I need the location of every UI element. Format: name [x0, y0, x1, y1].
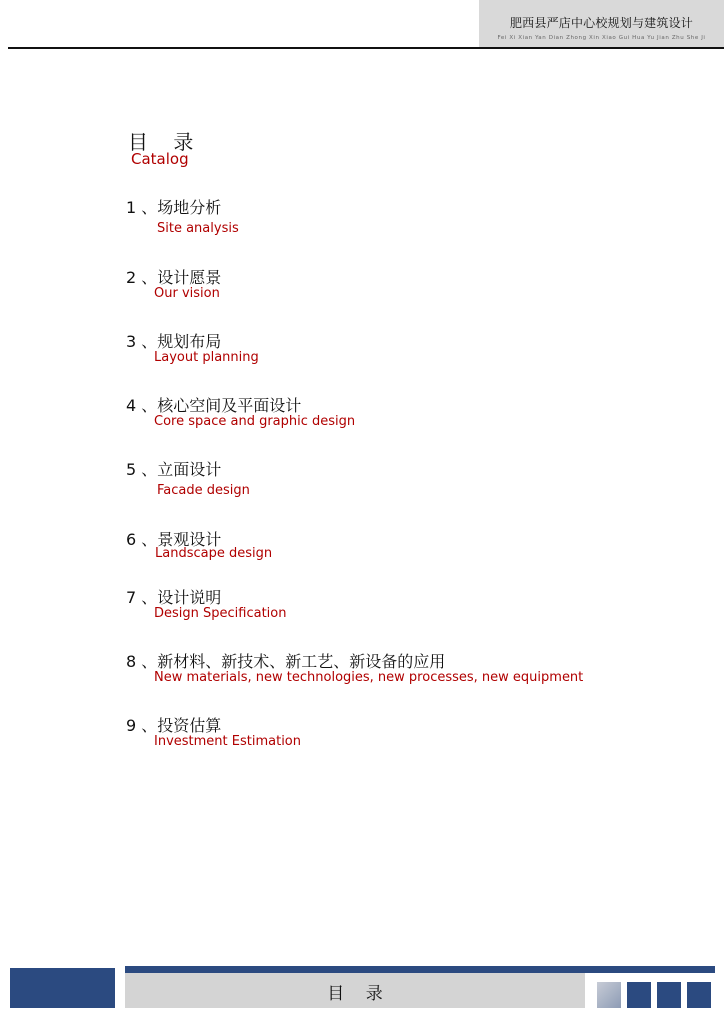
toc-item — [126, 457, 250, 498]
toc-item-zh: 7 、设计说明 — [126, 588, 222, 607]
footer-square-3 — [657, 982, 681, 1008]
document-subtitle-pinyin: Fei Xi Xian Yan Dian Zhong Xin Xiao Gui Hua Yu Jian Zhu She Ji — [497, 35, 706, 41]
toc-item — [126, 265, 222, 301]
footer-title-bar — [125, 973, 585, 1008]
toc-item — [126, 329, 259, 365]
toc-item-en: Layout planning — [154, 350, 259, 365]
catalog-title: 目 录 — [128, 130, 194, 154]
toc-item-en: Our vision — [154, 286, 220, 301]
toc-item-zh: 4 、核心空间及平面设计 — [126, 396, 302, 415]
toc-item — [126, 585, 287, 621]
footer-top-bar — [125, 966, 715, 973]
toc-item — [126, 649, 584, 685]
toc-item-zh: 8 、新材料、新技术、新工艺、新设备的应用 — [126, 652, 446, 671]
toc-item-en: Landscape design — [155, 546, 273, 561]
header-divider — [8, 47, 724, 49]
toc-item-en: Site analysis — [157, 221, 239, 236]
toc-item-zh: 3 、规划布局 — [126, 332, 222, 351]
footer-left-block — [10, 968, 115, 1008]
toc-item-en: New materials, new technologies, new processes, new equipment — [154, 670, 584, 685]
footer-square-1 — [597, 982, 621, 1008]
toc-item — [126, 195, 239, 236]
toc-item-en: Facade design — [157, 483, 250, 498]
header-banner — [479, 0, 724, 48]
toc-item — [126, 527, 273, 561]
toc-item-en: Design Specification — [154, 606, 287, 621]
toc-item-zh: 1 、场地分析 — [126, 198, 222, 217]
document-title: 肥西县严店中心校规划与建筑设计 — [509, 16, 693, 30]
toc-item — [126, 393, 356, 429]
toc-item-zh: 2 、设计愿景 — [126, 268, 222, 287]
footer-square-2 — [627, 982, 651, 1008]
toc-item-en: Investment Estimation — [154, 734, 301, 749]
toc-item-en: Core space and graphic design — [154, 414, 356, 429]
toc-item-zh: 6 、景观设计 — [126, 530, 222, 549]
toc-item-zh: 5 、立面设计 — [126, 460, 222, 479]
footer-square-4 — [687, 982, 711, 1008]
footer-title: 目 录 — [327, 984, 383, 1004]
toc-item — [126, 713, 301, 749]
toc-item-zh: 9 、投资估算 — [126, 716, 222, 735]
catalog-subtitle: Catalog — [131, 150, 189, 168]
